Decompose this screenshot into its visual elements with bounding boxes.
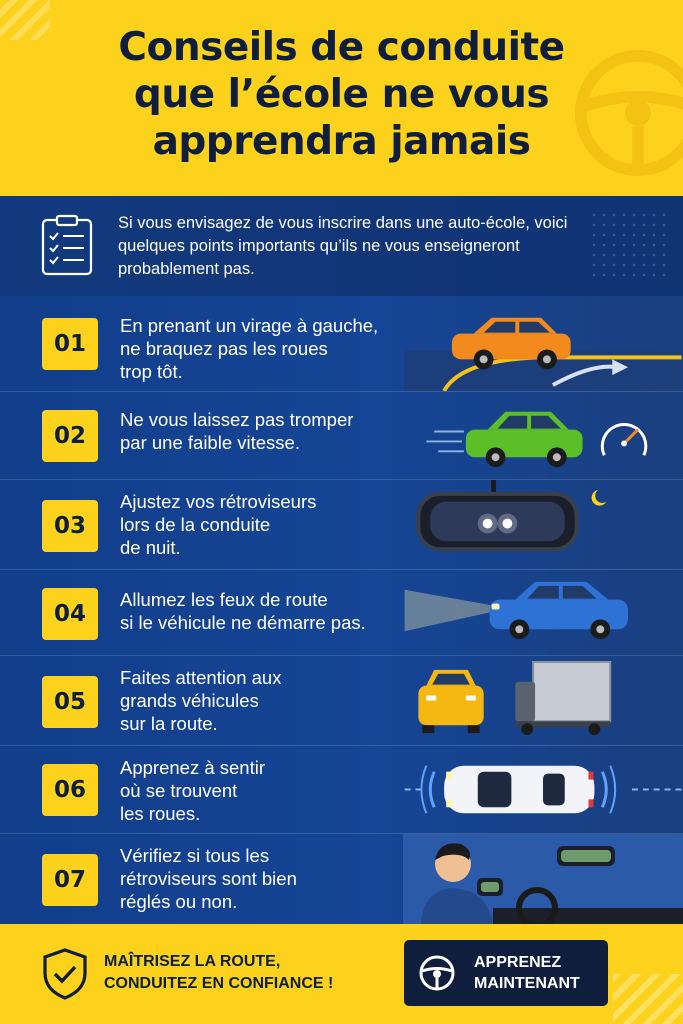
tip-text-line: les roues.: [120, 803, 201, 824]
intro-text: Si vous envisagez de vous inscrire dans une auto-école, voici quelques points importants qu’ils ne vous enseigneront probablement pas.: [118, 214, 568, 278]
intro-section: [0, 196, 683, 296]
tip-item-03: [0, 480, 683, 570]
green-car-speedometer-icon: [403, 392, 683, 479]
tip-number-badge: 07: [42, 854, 98, 906]
tip-text: [120, 408, 410, 454]
footer-banner: [0, 924, 683, 1024]
tip-text-line: sur la route.: [120, 713, 218, 734]
taxi-and-truck-icon: [403, 656, 683, 745]
shield-check-icon: [42, 948, 88, 1000]
tip-text-line: ne braquez pas les roues: [120, 338, 328, 359]
tip-text-line: rétroviseurs sont bien: [120, 868, 297, 889]
decorative-stripes: [613, 974, 683, 1024]
tip-number-badge: 02: [42, 410, 98, 462]
title-line: Conseils de conduite: [118, 25, 565, 70]
tip-item-04: [0, 570, 683, 656]
tip-text: [120, 588, 410, 634]
tip-text: [120, 844, 410, 913]
slogan-line: CONDUITEZ EN CONFIANCE !: [104, 975, 334, 992]
tip-item-01: [0, 296, 683, 392]
tip-text-line: grands véhicules: [120, 690, 259, 711]
tip-text-line: où se trouvent: [120, 780, 238, 801]
tip-text: [120, 666, 410, 735]
tip-number-badge: 05: [42, 676, 98, 728]
tip-text: [120, 756, 410, 825]
tip-text-line: Ne vous laissez pas tromper: [120, 409, 354, 430]
tip-number-badge: 04: [42, 588, 98, 640]
tip-item-07: [0, 834, 683, 924]
title-line: que l’école ne vous: [133, 72, 550, 117]
header-banner: [0, 0, 683, 196]
cta-label: [474, 952, 604, 994]
cta-label-line: MAINTENANT: [474, 975, 580, 992]
tip-text-line: réglés ou non.: [120, 891, 238, 912]
tip-item-05: [0, 656, 683, 746]
tip-text-line: Faites attention aux: [120, 667, 282, 688]
tip-number-badge: 03: [42, 500, 98, 552]
tip-text-line: Apprenez à sentir: [120, 757, 266, 778]
tip-text-line: En prenant un virage à gauche,: [120, 315, 379, 336]
footer-slogan: [104, 951, 384, 995]
steering-wheel-icon: [418, 954, 456, 992]
tip-number-badge: 01: [42, 318, 98, 370]
tip-text-line: par une faible vitesse.: [120, 432, 300, 453]
decorative-dots: [589, 210, 669, 280]
orange-car-turning-left-icon: [403, 296, 683, 391]
tip-text-line: trop tôt.: [120, 361, 183, 382]
tip-text-line: Ajustez vos rétroviseurs: [120, 491, 317, 512]
clipboard-checklist-icon: [40, 214, 94, 276]
tip-text-line: si le véhicule ne démarre pas.: [120, 612, 366, 633]
cta-label-line: APPRENEZ: [474, 954, 562, 971]
tip-text: [120, 314, 410, 383]
tip-text-line: de nuit.: [120, 537, 181, 558]
slogan-line: MAÎTRISEZ LA ROUTE,: [104, 953, 281, 970]
learn-now-button[interactable]: [404, 940, 608, 1006]
driver-checking-mirrors-icon: [403, 834, 683, 924]
tips-list: [0, 296, 683, 924]
rearview-mirror-night-icon: [403, 480, 683, 569]
tip-item-06: [0, 746, 683, 834]
tip-item-02: [0, 392, 683, 480]
tip-text-line: Vérifiez si tous les: [120, 845, 270, 866]
tip-text-line: Allumez les feux de route: [120, 589, 328, 610]
tip-text-line: lors de la conduite: [120, 514, 271, 535]
blue-car-headlights-icon: [403, 570, 683, 655]
tip-number-badge: 06: [42, 764, 98, 816]
car-top-view-sensors-icon: [403, 746, 683, 833]
title-line: apprendra jamais: [152, 119, 531, 164]
tip-text: [120, 490, 410, 559]
page-title: [0, 24, 683, 165]
